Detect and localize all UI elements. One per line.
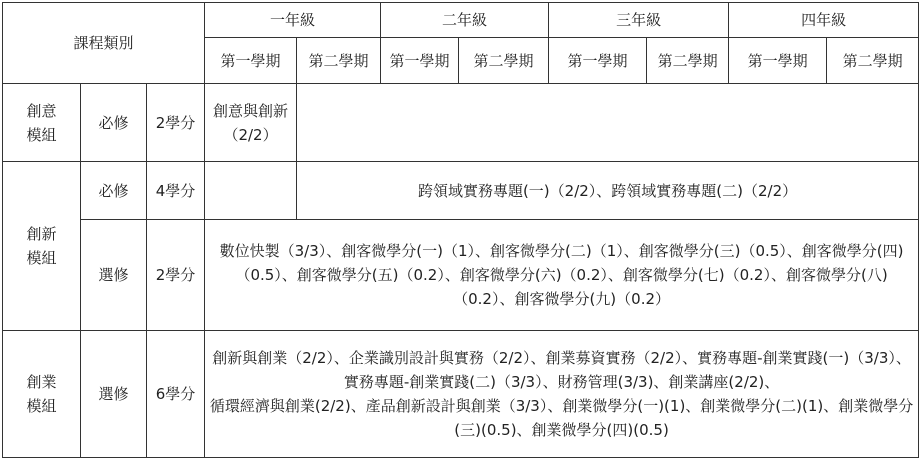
course-entry: 跨領域實務專題(一)（2/2）、跨領域實務專題(二)（2/2）: [297, 162, 919, 220]
course-type: 必修: [81, 162, 147, 220]
module-label: 創業 模組: [3, 330, 81, 457]
creativity-module-row: [3, 84, 919, 162]
innovation-elective-row: [3, 220, 919, 330]
header-row-years: [3, 3, 919, 38]
module-label: 創新 模組: [3, 162, 81, 330]
course-text-line: 循環經濟與創業(2/2)、產品創新設計與創業（3/3）、創業微學分(一)(1)、創業微學分(二)(1)、創業微學分(三)(0.5)、創業微學分(四)(0.5): [209, 396, 914, 439]
semester-header: 第一學期: [729, 38, 827, 84]
year-4-header: 四年級: [729, 3, 919, 38]
course-type: 選修: [81, 220, 147, 330]
innovation-required-row: [3, 162, 919, 220]
year-3-header: 三年級: [549, 3, 729, 38]
credit-count: 6學分: [147, 330, 205, 457]
year-1-header: 一年級: [205, 3, 381, 38]
credit-count: 4學分: [147, 162, 205, 220]
course-entry: 創意與創新 （2/2）: [205, 84, 297, 162]
course-entry: [205, 330, 919, 457]
course-type: 必修: [81, 84, 147, 162]
semester-header: 第二學期: [827, 38, 919, 84]
course-text-line: 創新與創業（2/2）、企業識別設計與實務（2/2）、創業募資實務（2/2）、實務專題-創業實踐(一)（3/3）、實務專題-創業實踐(二)（3/3）、財務管理(3/3)、創業講座(2/2)、: [212, 348, 911, 391]
empty-cell: [297, 84, 919, 162]
credit-count: 2學分: [147, 84, 205, 162]
semester-header: 第二學期: [647, 38, 729, 84]
semester-header: 第二學期: [297, 38, 381, 84]
semester-header: 第二學期: [459, 38, 549, 84]
year-2-header: 二年級: [381, 3, 549, 38]
category-header: 課程類別: [3, 3, 205, 84]
semester-header: 第一學期: [381, 38, 459, 84]
course-type: 選修: [81, 330, 147, 457]
entrepreneurship-module-row: [3, 330, 919, 457]
module-label: 創意 模組: [3, 84, 81, 162]
empty-cell: [205, 162, 297, 220]
credit-count: 2學分: [147, 220, 205, 330]
course-entry: 數位快製（3/3）、創客微學分(一)（1）、創客微學分(二)（1）、創客微學分(三)（0.5）、創客微學分(四)（0.5）、創客微學分(五)（0.2）、創客微學分(六)（0.2）、創客微學分(七)（0.2）、創客微學分(八)（0.2）、創客微學分(九)（0.2）: [205, 220, 919, 330]
semester-header: 第一學期: [205, 38, 297, 84]
semester-header: 第一學期: [549, 38, 647, 84]
curriculum-table: [2, 2, 919, 458]
